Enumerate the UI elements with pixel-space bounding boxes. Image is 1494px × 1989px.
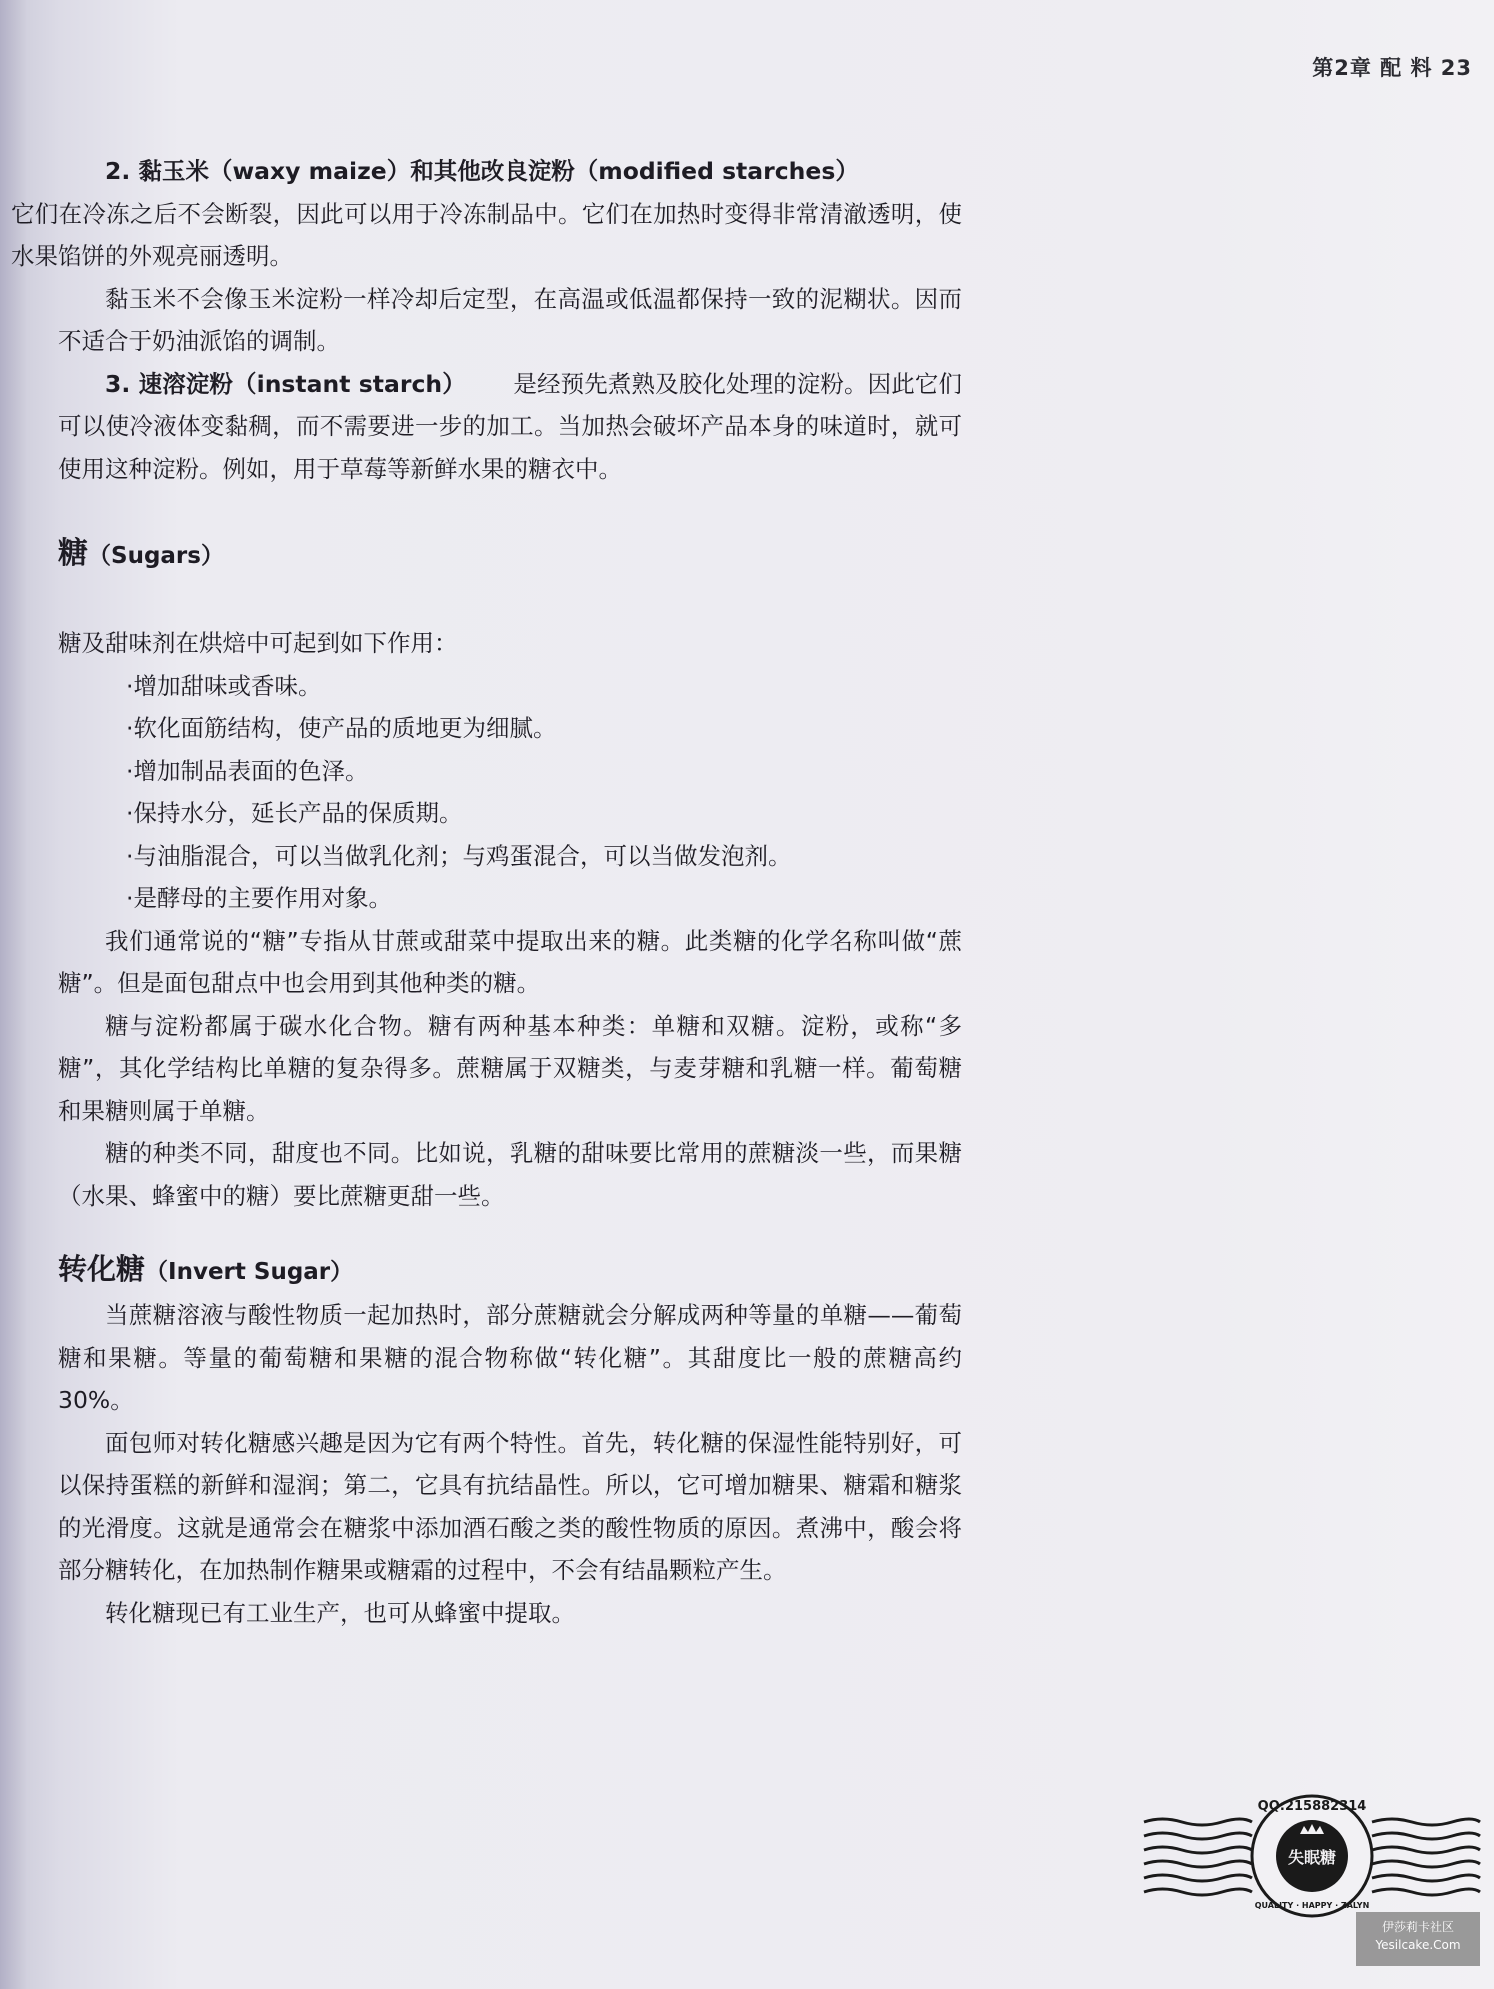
- running-head-text: 第2章 配 料 23: [1312, 56, 1472, 80]
- subsection-title: 3. 速溶淀粉（instant starch）: [105, 369, 466, 398]
- paragraph: 我们通常说的“糖”专指从甘蔗或甜菜中提取出来的糖。此类糖的化学名称叫做“蔗糖”。但是面包甜点中也会用到其他种类的糖。: [58, 926, 962, 997]
- paragraph: 糖与淀粉都属于碳水化合物。糖有两种基本种类：单糖和双糖。淀粉，或称“多糖”，其化学结构比单糖的复杂得多。蔗糖属于双糖类，与麦芽糖和乳糖一样。葡萄糖和果糖则属于单糖。: [58, 1011, 962, 1125]
- subsection-waxy-maize: [11, 150, 962, 278]
- heading-zh: 糖: [58, 536, 88, 571]
- list-item: ·软化面筋结构，使产品的质地更为细腻。: [126, 714, 557, 742]
- heading-en: （Sugars）: [88, 543, 224, 569]
- list-item: ·增加制品表面的色泽。: [126, 756, 369, 785]
- paragraph: 当蔗糖溶液与酸性物质一起加热时，部分蔗糖就会分解成两种等量的单糖——葡萄糖和果糖。等量的葡萄糖和果糖的混合物称做“转化糖”。其甜度比一般的蔗糖高约30%。: [58, 1301, 962, 1414]
- list-item: ·是酵母的主要作用对象。: [126, 884, 392, 912]
- running-head: [1210, 52, 1472, 84]
- book-spine-shadow: [0, 0, 26, 1989]
- watermark-line1: 伊莎莉卡社区: [1381, 1920, 1454, 1934]
- paragraph: 转化糖现已有工业生产，也可从蜂蜜中提取。: [105, 1598, 575, 1627]
- heading-zh: 转化糖: [58, 1252, 146, 1286]
- paragraph: 黏玉米不会像玉米淀粉一样冷却后定型，在高温或低温都保持一致的泥糊状。因而不适合于奶油派馅的调制。: [58, 284, 962, 355]
- section-heading-sugars: [58, 532, 962, 578]
- list-item: ·与油脂混合，可以当做乳化剂；与鸡蛋混合，可以当做发泡剂。: [126, 841, 792, 870]
- site-watermark: [1356, 1912, 1480, 1966]
- paragraph: 面包师对转化糖感兴趣是因为它有两个特性。首先，转化糖的保湿性能特别好，可以保持蛋糕的新鲜和湿润；第二，它具有抗结晶性。所以，它可增加糖果、糖霜和糖浆的光滑度。这就是通常会在糖浆中添加酒石酸之类的酸性物质的原因。煮沸中，酸会将部分糖转化，在加热制作糖果或糖霜的过程中，不会有结晶颗粒产生。: [58, 1428, 962, 1584]
- postmark-wave-lines-left: [1144, 1819, 1252, 1895]
- list-item: ·增加甜味或香味。: [126, 671, 322, 700]
- sugars-intro: 糖及甜味剂在烘焙中可起到如下作用：: [58, 629, 458, 657]
- list-item: ·保持水分，延长产品的保质期。: [126, 799, 463, 827]
- postmark-label: 失眠糖: [1287, 1848, 1337, 1867]
- subsection-text: 是经预先煮熟及胶化处理的淀粉。因此它们可以使冷液体变黏稠，而不需要进一步的加工。当加热会破坏产品本身的味道时，就可使用这种淀粉。例如，用于草莓等新鲜水果的糖衣中。: [58, 369, 962, 483]
- paragraph: 糖的种类不同，甜度也不同。比如说，乳糖的甜味要比常用的蔗糖淡一些，而果糖（水果、蜂蜜中的糖）要比蔗糖更甜一些。: [58, 1139, 962, 1210]
- subsection-instant-starch: [58, 363, 962, 491]
- heading-en: （Invert Sugar）: [145, 1259, 354, 1285]
- subsection-text: 它们在冷冻之后不会断裂，因此可以用于冷冻制品中。它们在加热时变得非常清澈透明，使水果馅饼的外观亮丽透明。: [11, 199, 962, 270]
- subsection-title: 2. 黏玉米（waxy maize）和其他改良淀粉（modified starches）: [105, 157, 859, 185]
- watermark-line2: Yesilcake.Com: [1375, 1938, 1461, 1952]
- postmark-ring-text: QUALITY · HAPPY · ZALYN: [1254, 1901, 1370, 1910]
- section-heading-invert-sugar: [58, 1247, 962, 1294]
- postmark-qq-text: QQ:215882314: [1257, 1799, 1367, 1814]
- postmark-wave-lines-right: [1372, 1819, 1480, 1895]
- page-body: [11, 150, 962, 1634]
- postmark-stamp: [1142, 1792, 1482, 1920]
